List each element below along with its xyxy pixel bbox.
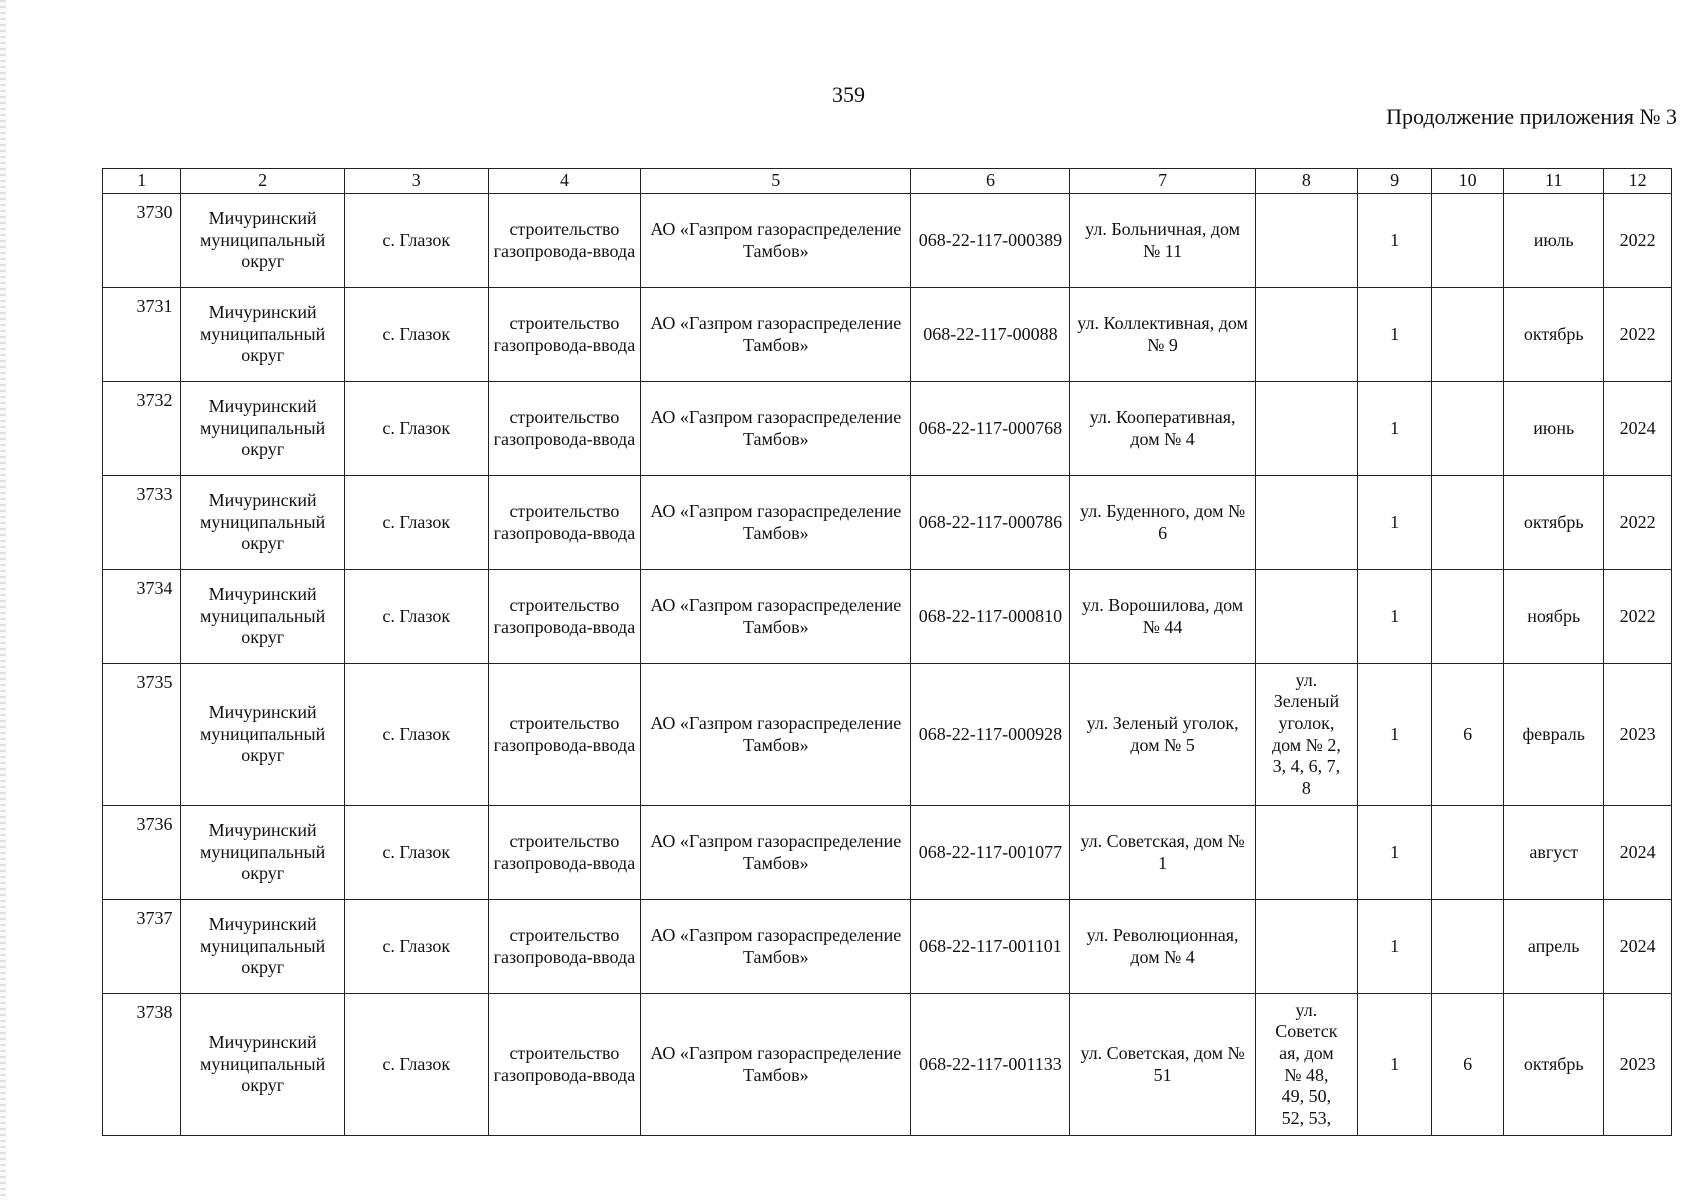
- column-header: 8: [1255, 169, 1357, 194]
- row-number: 3737: [103, 900, 181, 994]
- page-number: 359: [832, 82, 865, 107]
- month-cell: февраль: [1504, 664, 1604, 806]
- extra-address-cell: ул. Зеленый уголок, дом № 2, 3, 4, 6, 7, 8: [1255, 664, 1357, 806]
- work-type-cell: строительство газопровода-ввода: [488, 570, 641, 664]
- column-9-cell: 1: [1358, 570, 1432, 664]
- column-header: 10: [1432, 169, 1504, 194]
- district-cell: Мичуринский муниципальный округ: [181, 476, 344, 570]
- code-cell: 068-22-117-000810: [911, 570, 1070, 664]
- column-10-cell: [1432, 476, 1504, 570]
- scan-edge: [0, 0, 6, 1200]
- code-cell: 068-22-117-001077: [911, 806, 1070, 900]
- extra-address-cell: [1255, 194, 1357, 288]
- settlement-cell: с. Глазок: [344, 382, 488, 476]
- district-cell: Мичуринский муниципальный округ: [181, 194, 344, 288]
- month-cell: октябрь: [1504, 476, 1604, 570]
- settlement-cell: с. Глазок: [344, 570, 488, 664]
- table-row: [103, 806, 1672, 900]
- column-10-cell: [1432, 288, 1504, 382]
- organization-cell: АО «Газпром газораспределение Тамбов»: [641, 900, 911, 994]
- row-number: 3731: [103, 288, 181, 382]
- column-header: 6: [911, 169, 1070, 194]
- address-cell: ул. Больничная, дом № 11: [1070, 194, 1255, 288]
- row-number: 3730: [103, 194, 181, 288]
- address-cell: ул. Ворошилова, дом № 44: [1070, 570, 1255, 664]
- district-cell: Мичуринский муниципальный округ: [181, 664, 344, 806]
- column-9-cell: 1: [1358, 664, 1432, 806]
- settlement-cell: с. Глазок: [344, 806, 488, 900]
- registry-table: [102, 168, 1672, 1136]
- column-10-cell: [1432, 194, 1504, 288]
- column-header: 12: [1604, 169, 1672, 194]
- address-cell: ул. Кооперативная, дом № 4: [1070, 382, 1255, 476]
- work-type-cell: строительство газопровода-ввода: [488, 476, 641, 570]
- column-header: 4: [488, 169, 641, 194]
- code-cell: 068-22-117-001101: [911, 900, 1070, 994]
- table-row: [103, 570, 1672, 664]
- work-type-cell: строительство газопровода-ввода: [488, 900, 641, 994]
- row-number: 3734: [103, 570, 181, 664]
- extra-address-cell: [1255, 570, 1357, 664]
- month-cell: июнь: [1504, 382, 1604, 476]
- extra-address-cell: [1255, 382, 1357, 476]
- extra-address-cell: [1255, 994, 1357, 1136]
- organization-cell: АО «Газпром газораспределение Тамбов»: [641, 994, 911, 1136]
- code-cell: 068-22-117-000786: [911, 476, 1070, 570]
- settlement-cell: с. Глазок: [344, 994, 488, 1136]
- code-cell: 068-22-117-000389: [911, 194, 1070, 288]
- organization-cell: АО «Газпром газораспределение Тамбов»: [641, 664, 911, 806]
- address-cell: ул. Зеленый уголок, дом № 5: [1070, 664, 1255, 806]
- district-cell: Мичуринский муниципальный округ: [181, 382, 344, 476]
- organization-cell: АО «Газпром газораспределение Тамбов»: [641, 288, 911, 382]
- extra-address-cell: [1255, 288, 1357, 382]
- month-cell: октябрь: [1504, 994, 1604, 1136]
- organization-cell: АО «Газпром газораспределение Тамбов»: [641, 476, 911, 570]
- address-cell: ул. Революционная, дом № 4: [1070, 900, 1255, 994]
- district-cell: Мичуринский муниципальный округ: [181, 570, 344, 664]
- column-header: 5: [641, 169, 911, 194]
- table-row: [103, 194, 1672, 288]
- district-cell: Мичуринский муниципальный округ: [181, 288, 344, 382]
- row-number: 3736: [103, 806, 181, 900]
- column-header: 1: [103, 169, 181, 194]
- year-cell: 2023: [1604, 994, 1672, 1136]
- row-number: 3735: [103, 664, 181, 806]
- address-cell: ул. Буденного, дом № 6: [1070, 476, 1255, 570]
- column-header: 3: [344, 169, 488, 194]
- column-10-cell: [1432, 570, 1504, 664]
- address-cell: ул. Советская, дом № 1: [1070, 806, 1255, 900]
- address-cell: ул. Советская, дом № 51: [1070, 994, 1255, 1136]
- extra-address-cell: [1255, 476, 1357, 570]
- year-cell: 2023: [1604, 664, 1672, 806]
- work-type-cell: строительство газопровода-ввода: [488, 382, 641, 476]
- column-10-cell: 6: [1432, 664, 1504, 806]
- settlement-cell: с. Глазок: [344, 288, 488, 382]
- row-number: 3733: [103, 476, 181, 570]
- year-cell: 2022: [1604, 570, 1672, 664]
- code-cell: 068-22-117-001133: [911, 994, 1070, 1136]
- row-number: 3732: [103, 382, 181, 476]
- code-cell: 068-22-117-00088: [911, 288, 1070, 382]
- table-row: [103, 288, 1672, 382]
- settlement-cell: с. Глазок: [344, 664, 488, 806]
- settlement-cell: с. Глазок: [344, 194, 488, 288]
- district-cell: Мичуринский муниципальный округ: [181, 994, 344, 1136]
- table-row: [103, 664, 1672, 806]
- extra-address-cell: [1255, 900, 1357, 994]
- district-cell: Мичуринский муниципальный округ: [181, 806, 344, 900]
- column-9-cell: 1: [1358, 194, 1432, 288]
- extra-address-cell: [1255, 806, 1357, 900]
- column-header: 2: [181, 169, 344, 194]
- year-cell: 2024: [1604, 806, 1672, 900]
- column-header: 11: [1504, 169, 1604, 194]
- code-cell: 068-22-117-000928: [911, 664, 1070, 806]
- year-cell: 2024: [1604, 900, 1672, 994]
- column-9-cell: 1: [1358, 994, 1432, 1136]
- month-cell: ноябрь: [1504, 570, 1604, 664]
- work-type-cell: строительство газопровода-ввода: [488, 664, 641, 806]
- column-9-cell: 1: [1358, 476, 1432, 570]
- table-row: [103, 382, 1672, 476]
- column-10-cell: [1432, 382, 1504, 476]
- year-cell: 2022: [1604, 194, 1672, 288]
- column-10-cell: [1432, 806, 1504, 900]
- row-number: 3738: [103, 994, 181, 1136]
- work-type-cell: строительство газопровода-ввода: [488, 288, 641, 382]
- organization-cell: АО «Газпром газораспределение Тамбов»: [641, 382, 911, 476]
- table-row: [103, 900, 1672, 994]
- organization-cell: АО «Газпром газораспределение Тамбов»: [641, 806, 911, 900]
- column-9-cell: 1: [1358, 900, 1432, 994]
- table-row: [103, 994, 1672, 1136]
- table-header: [103, 169, 1672, 194]
- year-cell: 2024: [1604, 382, 1672, 476]
- appendix-note: Продолжение приложения № 3: [1386, 104, 1677, 129]
- work-type-cell: строительство газопровода-ввода: [488, 806, 641, 900]
- organization-cell: АО «Газпром газораспределение Тамбов»: [641, 570, 911, 664]
- settlement-cell: с. Глазок: [344, 476, 488, 570]
- settlement-cell: с. Глазок: [344, 900, 488, 994]
- column-10-cell: [1432, 900, 1504, 994]
- column-9-cell: 1: [1358, 382, 1432, 476]
- work-type-cell: строительство газопровода-ввода: [488, 194, 641, 288]
- organization-cell: АО «Газпром газораспределение Тамбов»: [641, 194, 911, 288]
- year-cell: 2022: [1604, 288, 1672, 382]
- month-cell: апрель: [1504, 900, 1604, 994]
- code-cell: 068-22-117-000768: [911, 382, 1070, 476]
- column-header: 7: [1070, 169, 1255, 194]
- column-header: 9: [1358, 169, 1432, 194]
- header-row: [103, 169, 1672, 194]
- table-body: [103, 194, 1672, 1136]
- month-cell: июль: [1504, 194, 1604, 288]
- month-cell: октябрь: [1504, 288, 1604, 382]
- column-9-cell: 1: [1358, 288, 1432, 382]
- month-cell: август: [1504, 806, 1604, 900]
- column-10-cell: 6: [1432, 994, 1504, 1136]
- table-row: [103, 476, 1672, 570]
- address-cell: ул. Коллективная, дом № 9: [1070, 288, 1255, 382]
- column-9-cell: 1: [1358, 806, 1432, 900]
- work-type-cell: строительство газопровода-ввода: [488, 994, 641, 1136]
- district-cell: Мичуринский муниципальный округ: [181, 900, 344, 994]
- year-cell: 2022: [1604, 476, 1672, 570]
- extra-address-text: ул. Советск ая, дом № 48, 49, 50, 52, 53,: [1275, 999, 1338, 1128]
